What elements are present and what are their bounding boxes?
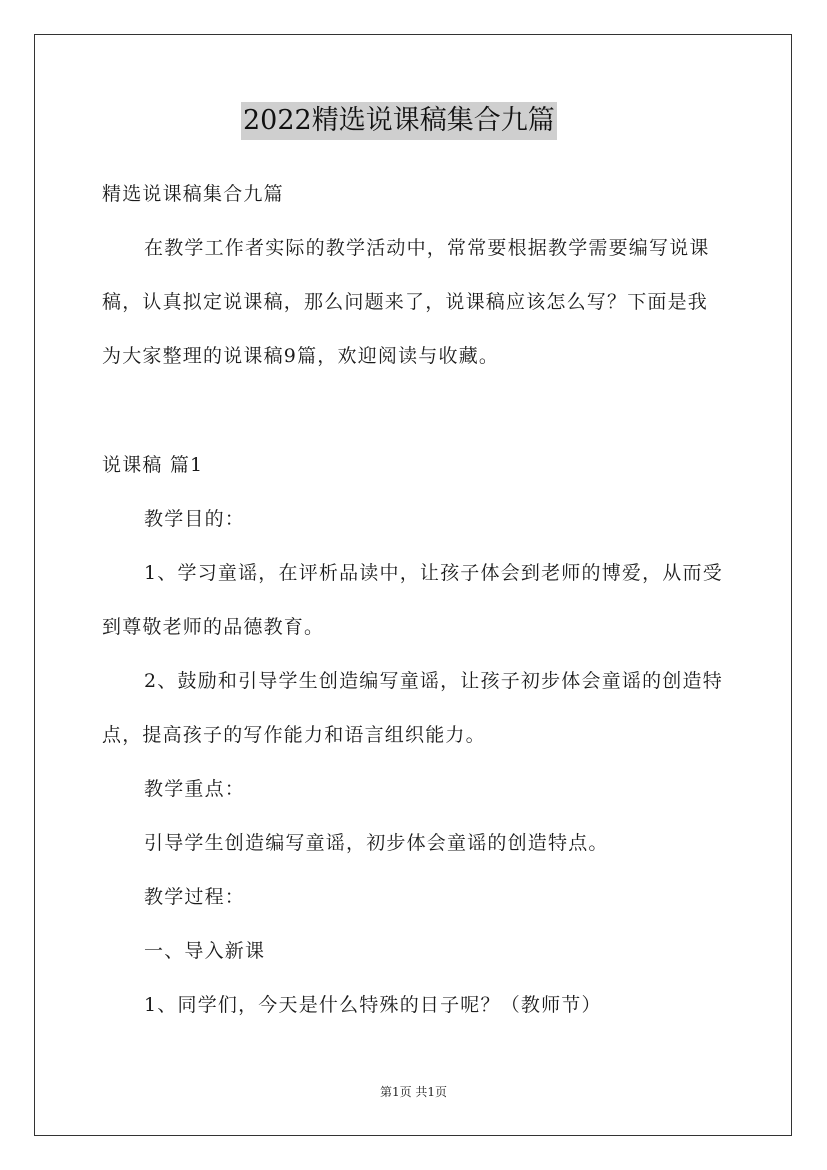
document-title: 2022精选说课稿集合九篇 [241, 102, 557, 140]
body-line-4: 2、鼓励和引导学生创造编写童谣，让孩子初步体会童谣的创造特 [144, 670, 723, 692]
page-footer: 第1页 共1页 [379, 1085, 448, 1099]
body-line-5: 点，提高孩子的写作能力和语言组织能力。 [102, 724, 486, 746]
body-line-1: 教学目的： [144, 508, 246, 530]
body-line-8: 教学过程： [144, 886, 246, 908]
section-heading: 说课稿 篇1 [102, 454, 204, 476]
body-line-2: 1、学习童谣，在评析品读中，让孩子体会到老师的博爱，从而受 [144, 562, 723, 584]
body-line-6: 教学重点： [144, 778, 246, 800]
document-subtitle: 精选说课稿集合九篇 [102, 183, 284, 205]
body-line-7: 引导学生创造编写童谣，初步体会童谣的创造特点。 [144, 832, 609, 854]
intro-line-1: 在教学工作者实际的教学活动中，常常要根据教学需要编写说课 [144, 237, 710, 259]
body-line-10: 1、同学们，今天是什么特殊的日子呢？（教师节） [144, 994, 602, 1016]
body-line-3: 到尊敬老师的品德教育。 [102, 616, 325, 638]
intro-line-2: 稿，认真拟定说课稿，那么问题来了，说课稿应该怎么写？下面是我 [102, 291, 709, 313]
body-line-9: 一、导入新课 [144, 940, 266, 962]
intro-line-3: 为大家整理的说课稿9篇，欢迎阅读与收藏。 [102, 345, 500, 367]
